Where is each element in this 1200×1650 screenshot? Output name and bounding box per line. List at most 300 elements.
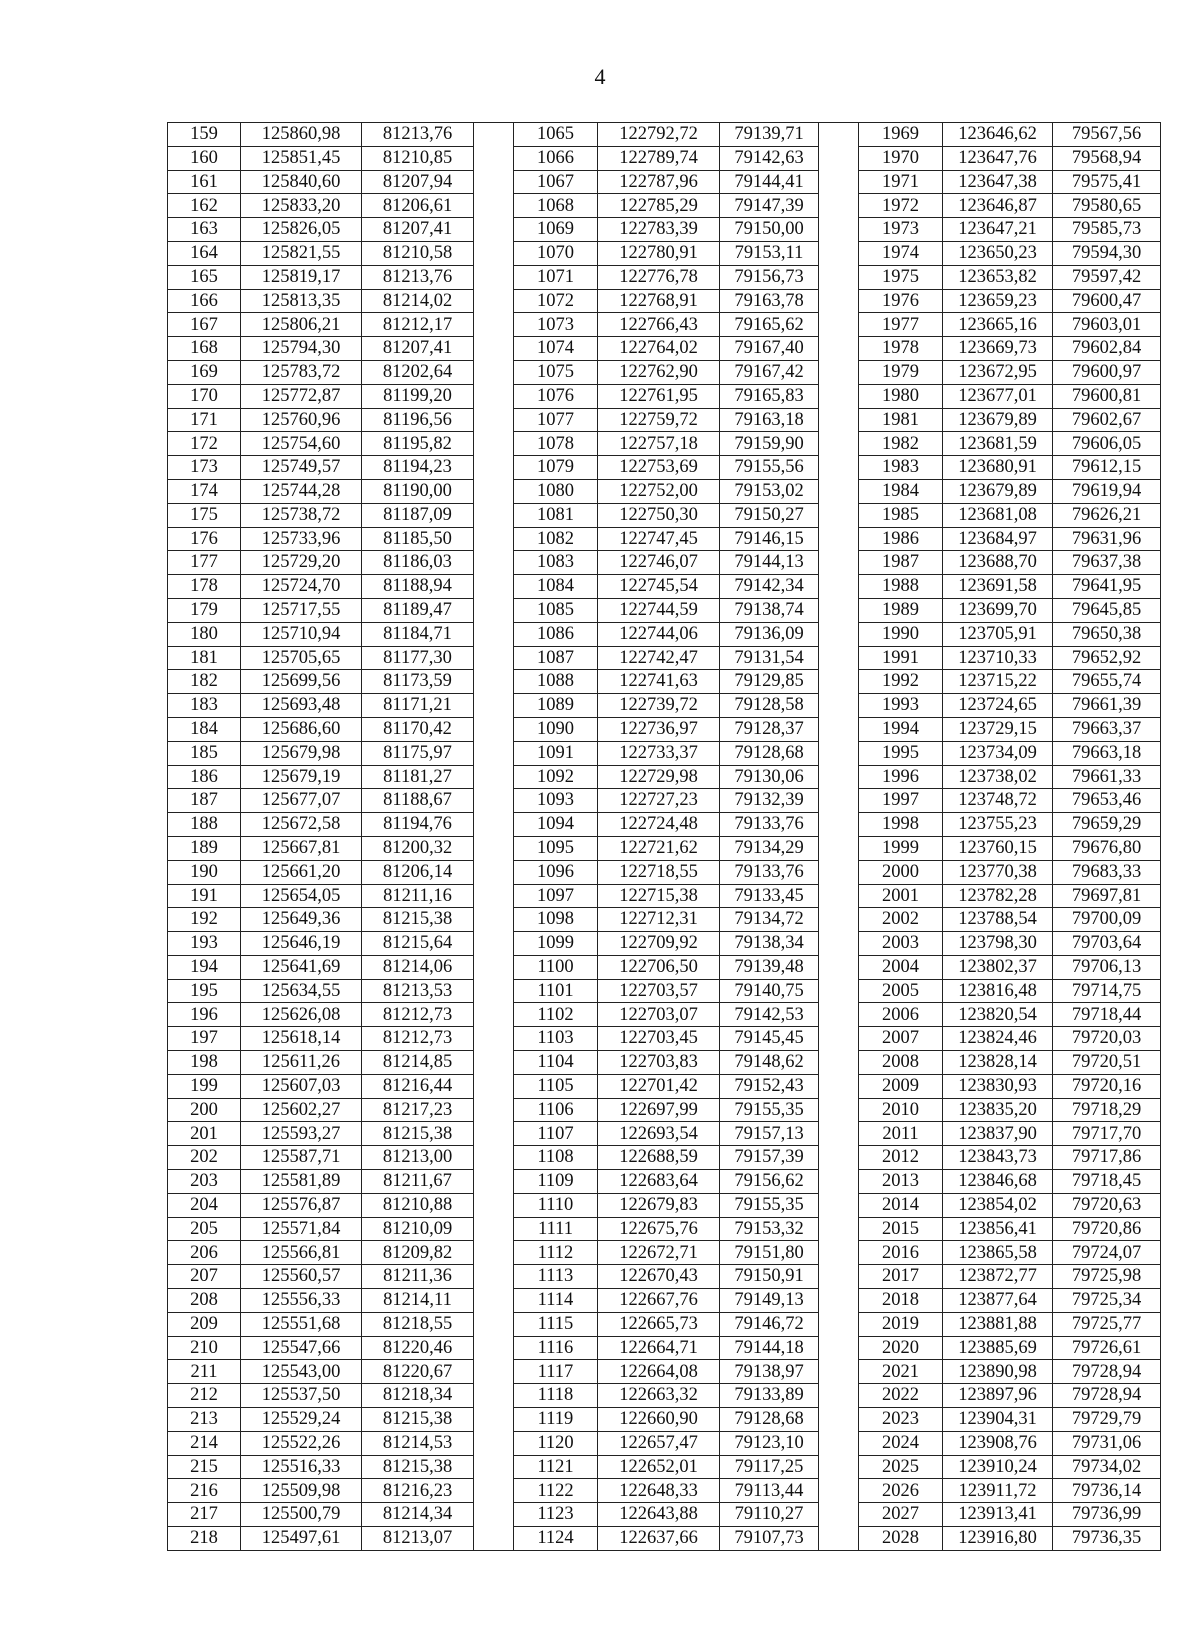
x-coordinate-cell: 122733,37 [598, 741, 720, 765]
point-number-cell: 1977 [859, 313, 943, 337]
column-gap [819, 979, 859, 1003]
point-number-cell: 165 [168, 265, 241, 289]
column-gap [819, 479, 859, 503]
table-row [168, 1455, 1161, 1479]
point-number-cell: 186 [168, 765, 241, 789]
x-coordinate-cell: 125611,26 [241, 1051, 362, 1075]
y-coordinate-cell: 81215,38 [362, 908, 474, 932]
y-coordinate-cell: 79134,72 [720, 908, 819, 932]
y-coordinate-cell: 81216,23 [362, 1479, 474, 1503]
table-row [168, 1074, 1161, 1098]
column-gap [474, 1527, 514, 1551]
x-coordinate-cell: 123816,48 [943, 979, 1053, 1003]
y-coordinate-cell: 79129,85 [720, 670, 819, 694]
x-coordinate-cell: 125760,96 [241, 408, 362, 432]
y-coordinate-cell: 79659,29 [1053, 813, 1161, 837]
x-coordinate-cell: 123843,73 [943, 1146, 1053, 1170]
point-number-cell: 1095 [514, 836, 598, 860]
x-coordinate-cell: 125672,58 [241, 813, 362, 837]
column-gap [819, 1170, 859, 1194]
x-coordinate-cell: 122701,42 [598, 1074, 720, 1098]
y-coordinate-cell: 79717,70 [1053, 1122, 1161, 1146]
x-coordinate-cell: 123681,59 [943, 432, 1053, 456]
x-coordinate-cell: 122709,92 [598, 932, 720, 956]
x-coordinate-cell: 122670,43 [598, 1265, 720, 1289]
y-coordinate-cell: 81209,82 [362, 1241, 474, 1265]
x-coordinate-cell: 122750,30 [598, 503, 720, 527]
x-coordinate-cell: 125543,00 [241, 1360, 362, 1384]
point-number-cell: 172 [168, 432, 241, 456]
point-number-cell: 1097 [514, 884, 598, 908]
column-gap [474, 265, 514, 289]
table-row [168, 932, 1161, 956]
point-number-cell: 213 [168, 1408, 241, 1432]
point-number-cell: 2022 [859, 1384, 943, 1408]
x-coordinate-cell: 123705,91 [943, 622, 1053, 646]
x-coordinate-cell: 122747,45 [598, 527, 720, 551]
y-coordinate-cell: 79130,06 [720, 765, 819, 789]
column-gap [474, 717, 514, 741]
column-gap [474, 765, 514, 789]
point-number-cell: 2002 [859, 908, 943, 932]
x-coordinate-cell: 122672,71 [598, 1241, 720, 1265]
point-number-cell: 181 [168, 646, 241, 670]
x-coordinate-cell: 123798,30 [943, 932, 1053, 956]
point-number-cell: 160 [168, 146, 241, 170]
column-gap [474, 1479, 514, 1503]
x-coordinate-cell: 125661,20 [241, 860, 362, 884]
x-coordinate-cell: 123679,89 [943, 479, 1053, 503]
column-gap [819, 789, 859, 813]
y-coordinate-cell: 81194,76 [362, 813, 474, 837]
table-row [168, 408, 1161, 432]
table-row [168, 360, 1161, 384]
y-coordinate-cell: 81216,44 [362, 1074, 474, 1098]
x-coordinate-cell: 122712,31 [598, 908, 720, 932]
x-coordinate-cell: 125699,56 [241, 670, 362, 694]
x-coordinate-cell: 122683,64 [598, 1170, 720, 1194]
point-number-cell: 2010 [859, 1098, 943, 1122]
x-coordinate-cell: 125654,05 [241, 884, 362, 908]
column-gap [474, 360, 514, 384]
y-coordinate-cell: 79113,44 [720, 1479, 819, 1503]
y-coordinate-cell: 79726,61 [1053, 1336, 1161, 1360]
x-coordinate-cell: 122762,90 [598, 360, 720, 384]
x-coordinate-cell: 123699,70 [943, 598, 1053, 622]
point-number-cell: 187 [168, 789, 241, 813]
y-coordinate-cell: 79128,58 [720, 694, 819, 718]
point-number-cell: 1068 [514, 194, 598, 218]
x-coordinate-cell: 123904,31 [943, 1408, 1053, 1432]
point-number-cell: 1113 [514, 1265, 598, 1289]
column-gap [819, 360, 859, 384]
point-number-cell: 166 [168, 289, 241, 313]
y-coordinate-cell: 79619,94 [1053, 479, 1161, 503]
column-gap [819, 932, 859, 956]
x-coordinate-cell: 122761,95 [598, 384, 720, 408]
table-row [168, 1122, 1161, 1146]
column-gap [474, 1051, 514, 1075]
point-number-cell: 197 [168, 1027, 241, 1051]
column-gap [474, 194, 514, 218]
column-gap [819, 1003, 859, 1027]
point-number-cell: 207 [168, 1265, 241, 1289]
column-gap [819, 1360, 859, 1384]
y-coordinate-cell: 81217,23 [362, 1098, 474, 1122]
y-coordinate-cell: 79133,45 [720, 884, 819, 908]
column-gap [474, 218, 514, 242]
column-gap [819, 598, 859, 622]
x-coordinate-cell: 123856,41 [943, 1217, 1053, 1241]
point-number-cell: 192 [168, 908, 241, 932]
x-coordinate-cell: 123647,76 [943, 146, 1053, 170]
column-gap [819, 384, 859, 408]
y-coordinate-cell: 79637,38 [1053, 551, 1161, 575]
table-row [168, 646, 1161, 670]
x-coordinate-cell: 122766,43 [598, 313, 720, 337]
y-coordinate-cell: 81181,27 [362, 765, 474, 789]
table-row [168, 456, 1161, 480]
x-coordinate-cell: 123659,23 [943, 289, 1053, 313]
point-number-cell: 200 [168, 1098, 241, 1122]
y-coordinate-cell: 79140,75 [720, 979, 819, 1003]
y-coordinate-cell: 81177,30 [362, 646, 474, 670]
point-number-cell: 185 [168, 741, 241, 765]
table-row [168, 1289, 1161, 1313]
y-coordinate-cell: 79600,47 [1053, 289, 1161, 313]
y-coordinate-cell: 79725,98 [1053, 1265, 1161, 1289]
x-coordinate-cell: 122729,98 [598, 765, 720, 789]
point-number-cell: 1119 [514, 1408, 598, 1432]
column-gap [819, 551, 859, 575]
y-coordinate-cell: 79117,25 [720, 1455, 819, 1479]
column-gap [474, 1146, 514, 1170]
point-number-cell: 2014 [859, 1193, 943, 1217]
x-coordinate-cell: 125679,19 [241, 765, 362, 789]
point-number-cell: 1983 [859, 456, 943, 480]
point-number-cell: 2019 [859, 1312, 943, 1336]
point-number-cell: 189 [168, 836, 241, 860]
y-coordinate-cell: 81220,46 [362, 1336, 474, 1360]
x-coordinate-cell: 125509,98 [241, 1479, 362, 1503]
y-coordinate-cell: 81220,67 [362, 1360, 474, 1384]
point-number-cell: 1981 [859, 408, 943, 432]
y-coordinate-cell: 81213,76 [362, 265, 474, 289]
point-number-cell: 1085 [514, 598, 598, 622]
column-gap [474, 932, 514, 956]
x-coordinate-cell: 122703,45 [598, 1027, 720, 1051]
x-coordinate-cell: 123835,20 [943, 1098, 1053, 1122]
point-number-cell: 1980 [859, 384, 943, 408]
point-number-cell: 173 [168, 456, 241, 480]
y-coordinate-cell: 79653,46 [1053, 789, 1161, 813]
y-coordinate-cell: 79650,38 [1053, 622, 1161, 646]
x-coordinate-cell: 125576,87 [241, 1193, 362, 1217]
point-number-cell: 169 [168, 360, 241, 384]
y-coordinate-cell: 79146,15 [720, 527, 819, 551]
point-number-cell: 178 [168, 575, 241, 599]
x-coordinate-cell: 123738,02 [943, 765, 1053, 789]
table-row [168, 694, 1161, 718]
y-coordinate-cell: 81214,11 [362, 1289, 474, 1313]
column-gap [474, 1384, 514, 1408]
y-coordinate-cell: 81214,34 [362, 1503, 474, 1527]
y-coordinate-cell: 79145,45 [720, 1027, 819, 1051]
point-number-cell: 193 [168, 932, 241, 956]
x-coordinate-cell: 125522,26 [241, 1431, 362, 1455]
point-number-cell: 2025 [859, 1455, 943, 1479]
table-row [168, 908, 1161, 932]
point-number-cell: 1984 [859, 479, 943, 503]
x-coordinate-cell: 125826,05 [241, 218, 362, 242]
point-number-cell: 1088 [514, 670, 598, 694]
point-number-cell: 164 [168, 241, 241, 265]
point-number-cell: 2021 [859, 1360, 943, 1384]
column-gap [474, 408, 514, 432]
point-number-cell: 1103 [514, 1027, 598, 1051]
x-coordinate-cell: 125602,27 [241, 1098, 362, 1122]
y-coordinate-cell: 79156,62 [720, 1170, 819, 1194]
y-coordinate-cell: 81189,47 [362, 598, 474, 622]
column-gap [819, 1479, 859, 1503]
y-coordinate-cell: 79683,33 [1053, 860, 1161, 884]
point-number-cell: 2013 [859, 1170, 943, 1194]
x-coordinate-cell: 122648,33 [598, 1479, 720, 1503]
point-number-cell: 1077 [514, 408, 598, 432]
point-number-cell: 2027 [859, 1503, 943, 1527]
table-row [168, 1503, 1161, 1527]
x-coordinate-cell: 123681,08 [943, 503, 1053, 527]
point-number-cell: 204 [168, 1193, 241, 1217]
x-coordinate-cell: 122643,88 [598, 1503, 720, 1527]
y-coordinate-cell: 81215,38 [362, 1122, 474, 1146]
y-coordinate-cell: 79150,00 [720, 218, 819, 242]
x-coordinate-cell: 122727,23 [598, 789, 720, 813]
column-gap [819, 1312, 859, 1336]
point-number-cell: 205 [168, 1217, 241, 1241]
table-row [168, 1027, 1161, 1051]
column-gap [474, 1074, 514, 1098]
column-gap [819, 503, 859, 527]
column-gap [474, 1408, 514, 1432]
table-row [168, 1527, 1161, 1551]
x-coordinate-cell: 125560,57 [241, 1265, 362, 1289]
point-number-cell: 191 [168, 884, 241, 908]
y-coordinate-cell: 79718,44 [1053, 1003, 1161, 1027]
point-number-cell: 1082 [514, 527, 598, 551]
y-coordinate-cell: 79720,03 [1053, 1027, 1161, 1051]
column-gap [819, 1051, 859, 1075]
column-gap [819, 860, 859, 884]
point-number-cell: 1092 [514, 765, 598, 789]
y-coordinate-cell: 79142,63 [720, 146, 819, 170]
column-gap [474, 146, 514, 170]
y-coordinate-cell: 79725,77 [1053, 1312, 1161, 1336]
column-gap [474, 1289, 514, 1313]
point-number-cell: 1994 [859, 717, 943, 741]
table-row [168, 622, 1161, 646]
point-number-cell: 1122 [514, 1479, 598, 1503]
y-coordinate-cell: 79133,89 [720, 1384, 819, 1408]
x-coordinate-cell: 122693,54 [598, 1122, 720, 1146]
column-gap [474, 694, 514, 718]
column-gap [819, 313, 859, 337]
x-coordinate-cell: 125587,71 [241, 1146, 362, 1170]
y-coordinate-cell: 81175,97 [362, 741, 474, 765]
x-coordinate-cell: 122679,83 [598, 1193, 720, 1217]
column-gap [474, 1003, 514, 1027]
point-number-cell: 2009 [859, 1074, 943, 1098]
x-coordinate-cell: 122785,29 [598, 194, 720, 218]
y-coordinate-cell: 79655,74 [1053, 670, 1161, 694]
x-coordinate-cell: 122783,39 [598, 218, 720, 242]
x-coordinate-cell: 125516,33 [241, 1455, 362, 1479]
x-coordinate-cell: 122697,99 [598, 1098, 720, 1122]
table-row [168, 218, 1161, 242]
x-coordinate-cell: 122759,72 [598, 408, 720, 432]
column-gap [474, 1360, 514, 1384]
x-coordinate-cell: 125733,96 [241, 527, 362, 551]
column-gap [474, 1217, 514, 1241]
table-row [168, 1336, 1161, 1360]
table-row [168, 1193, 1161, 1217]
y-coordinate-cell: 81211,16 [362, 884, 474, 908]
column-gap [474, 1122, 514, 1146]
y-coordinate-cell: 79728,94 [1053, 1384, 1161, 1408]
x-coordinate-cell: 123854,02 [943, 1193, 1053, 1217]
y-coordinate-cell: 79149,13 [720, 1289, 819, 1313]
y-coordinate-cell: 79720,63 [1053, 1193, 1161, 1217]
y-coordinate-cell: 81196,56 [362, 408, 474, 432]
y-coordinate-cell: 81214,53 [362, 1431, 474, 1455]
column-gap [819, 884, 859, 908]
table-row [168, 1003, 1161, 1027]
point-number-cell: 1071 [514, 265, 598, 289]
x-coordinate-cell: 123724,65 [943, 694, 1053, 718]
x-coordinate-cell: 125529,24 [241, 1408, 362, 1432]
y-coordinate-cell: 79663,37 [1053, 717, 1161, 741]
y-coordinate-cell: 79152,43 [720, 1074, 819, 1098]
y-coordinate-cell: 79706,13 [1053, 955, 1161, 979]
column-gap [819, 218, 859, 242]
column-gap [819, 123, 859, 147]
x-coordinate-cell: 125571,84 [241, 1217, 362, 1241]
point-number-cell: 1105 [514, 1074, 598, 1098]
y-coordinate-cell: 79603,01 [1053, 313, 1161, 337]
y-coordinate-cell: 79714,75 [1053, 979, 1161, 1003]
column-gap [819, 1455, 859, 1479]
column-gap [819, 1289, 859, 1313]
y-coordinate-cell: 79144,13 [720, 551, 819, 575]
y-coordinate-cell: 81202,64 [362, 360, 474, 384]
point-number-cell: 161 [168, 170, 241, 194]
point-number-cell: 1086 [514, 622, 598, 646]
x-coordinate-cell: 122637,66 [598, 1527, 720, 1551]
x-coordinate-cell: 122652,01 [598, 1455, 720, 1479]
x-coordinate-cell: 125840,60 [241, 170, 362, 194]
point-number-cell: 167 [168, 313, 241, 337]
table-row [168, 194, 1161, 218]
point-number-cell: 1081 [514, 503, 598, 527]
y-coordinate-cell: 79163,18 [720, 408, 819, 432]
table-row [168, 860, 1161, 884]
y-coordinate-cell: 79736,99 [1053, 1503, 1161, 1527]
x-coordinate-cell: 125537,50 [241, 1384, 362, 1408]
table-row [168, 1265, 1161, 1289]
x-coordinate-cell: 122665,73 [598, 1312, 720, 1336]
y-coordinate-cell: 79580,65 [1053, 194, 1161, 218]
x-coordinate-cell: 123910,24 [943, 1455, 1053, 1479]
y-coordinate-cell: 81188,94 [362, 575, 474, 599]
y-coordinate-cell: 81187,09 [362, 503, 474, 527]
x-coordinate-cell: 123788,54 [943, 908, 1053, 932]
x-coordinate-cell: 122721,62 [598, 836, 720, 860]
y-coordinate-cell: 81211,67 [362, 1170, 474, 1194]
point-number-cell: 1075 [514, 360, 598, 384]
y-coordinate-cell: 79153,11 [720, 241, 819, 265]
point-number-cell: 1109 [514, 1170, 598, 1194]
y-coordinate-cell: 79720,86 [1053, 1217, 1161, 1241]
point-number-cell: 1078 [514, 432, 598, 456]
y-coordinate-cell: 79720,16 [1053, 1074, 1161, 1098]
y-coordinate-cell: 79606,05 [1053, 432, 1161, 456]
x-coordinate-cell: 125667,81 [241, 836, 362, 860]
point-number-cell: 2012 [859, 1146, 943, 1170]
point-number-cell: 1982 [859, 432, 943, 456]
y-coordinate-cell: 81210,09 [362, 1217, 474, 1241]
x-coordinate-cell: 122739,72 [598, 694, 720, 718]
column-gap [819, 1431, 859, 1455]
column-gap [474, 1455, 514, 1479]
column-gap [474, 836, 514, 860]
y-coordinate-cell: 79645,85 [1053, 598, 1161, 622]
point-number-cell: 1065 [514, 123, 598, 147]
y-coordinate-cell: 79146,72 [720, 1312, 819, 1336]
y-coordinate-cell: 81206,14 [362, 860, 474, 884]
point-number-cell: 171 [168, 408, 241, 432]
column-gap [819, 170, 859, 194]
y-coordinate-cell: 79138,97 [720, 1360, 819, 1384]
y-coordinate-cell: 79128,68 [720, 1408, 819, 1432]
y-coordinate-cell: 79728,94 [1053, 1360, 1161, 1384]
x-coordinate-cell: 125724,70 [241, 575, 362, 599]
column-gap [819, 575, 859, 599]
x-coordinate-cell: 122663,32 [598, 1384, 720, 1408]
column-gap [474, 741, 514, 765]
y-coordinate-cell: 79156,73 [720, 265, 819, 289]
point-number-cell: 1106 [514, 1098, 598, 1122]
column-gap [474, 622, 514, 646]
point-number-cell: 1104 [514, 1051, 598, 1075]
point-number-cell: 208 [168, 1289, 241, 1313]
point-number-cell: 1970 [859, 146, 943, 170]
x-coordinate-cell: 125581,89 [241, 1170, 362, 1194]
y-coordinate-cell: 81171,21 [362, 694, 474, 718]
y-coordinate-cell: 79107,73 [720, 1527, 819, 1551]
table-row [168, 432, 1161, 456]
x-coordinate-cell: 125806,21 [241, 313, 362, 337]
point-number-cell: 1108 [514, 1146, 598, 1170]
point-number-cell: 1116 [514, 1336, 598, 1360]
y-coordinate-cell: 79720,51 [1053, 1051, 1161, 1075]
y-coordinate-cell: 79139,48 [720, 955, 819, 979]
column-gap [819, 955, 859, 979]
x-coordinate-cell: 122742,47 [598, 646, 720, 670]
x-coordinate-cell: 123908,76 [943, 1431, 1053, 1455]
x-coordinate-cell: 125705,65 [241, 646, 362, 670]
table-row [168, 1170, 1161, 1194]
y-coordinate-cell: 81215,64 [362, 932, 474, 956]
